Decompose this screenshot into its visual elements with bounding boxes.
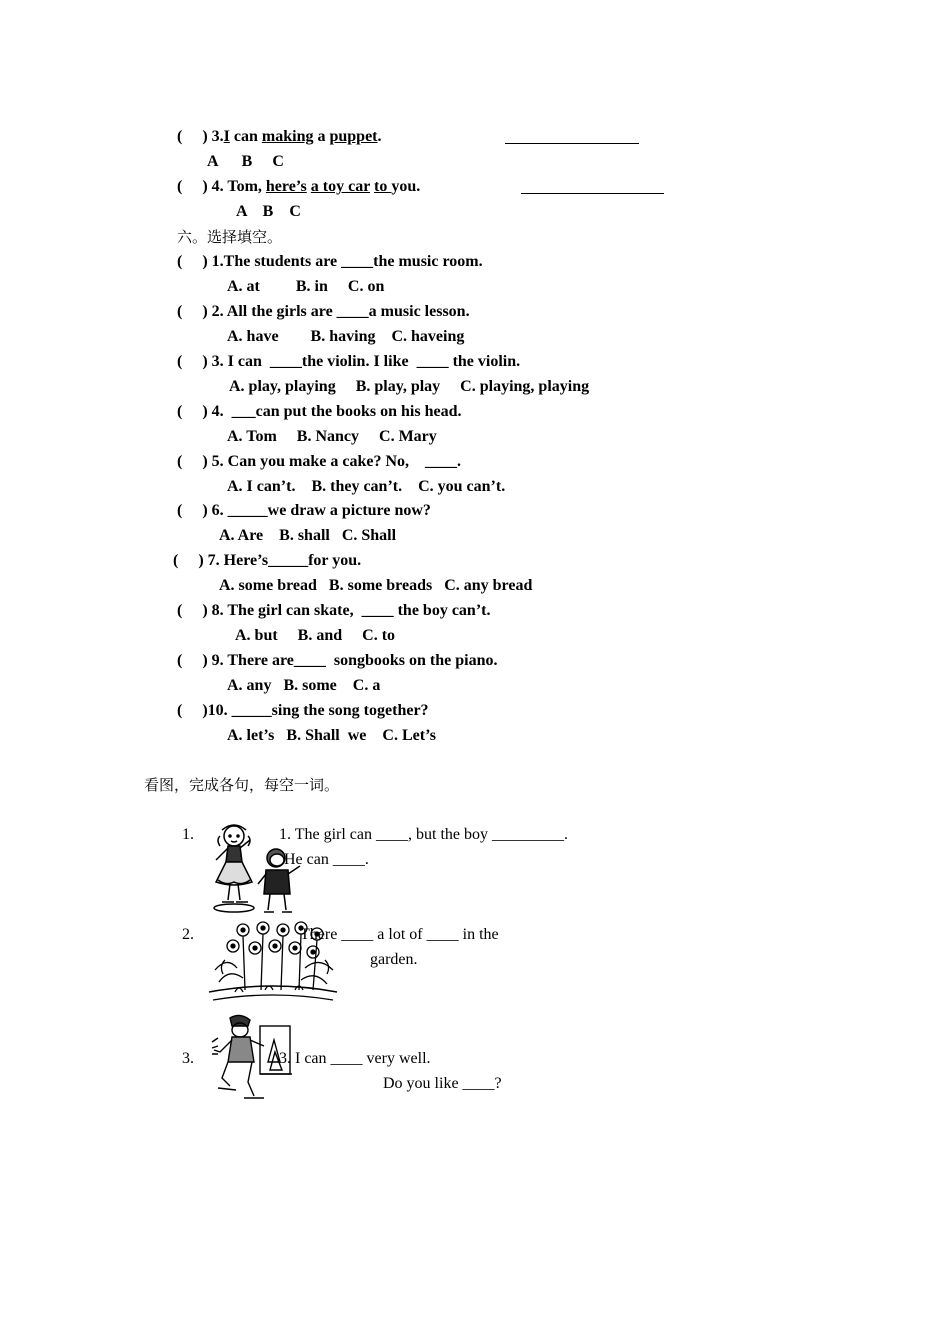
section6-heading: 六。选择填空。 (177, 228, 283, 246)
q5-3-answer-line[interactable] (505, 129, 639, 144)
q5-3-paren: ( ) 3. (177, 128, 224, 145)
q5-3-part-a: I (223, 128, 230, 145)
q6-7-question: ( ) 7. Here’s_____for you. (173, 552, 362, 569)
q5-4-line (177, 177, 420, 197)
q5-3-text: can (229, 128, 262, 145)
q6-8-options: A. but B. and C. to (235, 627, 396, 644)
q6-4-question: ( ) 4. ___can put the books on his head. (177, 403, 462, 420)
q6-3-question: ( ) 3. I can ____the violin. I like ____ the violin. (177, 353, 521, 370)
q5-4-text: you. (391, 178, 421, 195)
q6-6-question: ( ) 6. _____we draw a picture now? (177, 502, 431, 519)
q5-3-text: a (313, 128, 330, 145)
picture-item-line2: He can ____. (284, 851, 369, 868)
q6-3-options: A. play, playing B. play, play C. playing, playing (229, 378, 590, 395)
q6-2-question: ( ) 2. All the girls are ____a music lesson. (177, 303, 470, 320)
section7-heading: 看图，完成各句，每空一词。 (144, 776, 340, 794)
q5-4-letters: A B C (236, 203, 301, 220)
picture-item-line1: 1. The girl can ____, but the boy _________. (279, 826, 568, 843)
q5-4-answer-line[interactable] (521, 179, 664, 194)
q6-6-options: A. Are B. shall C. Shall (219, 527, 397, 544)
q6-5-options: A. I can’t. B. they can’t. C. you can’t. (227, 478, 506, 495)
q6-10-question: ( )10. _____sing the song together? (177, 702, 429, 719)
q6-1-options: A. at B. in C. on (227, 278, 385, 295)
q5-4-part-a: here’s (265, 178, 307, 195)
picture-item-line2: garden. (370, 951, 418, 968)
q5-3-part-c: puppet (329, 128, 378, 145)
q6-10-options: A. let’s B. Shall we C. Let’s (227, 727, 437, 744)
q5-3-letters: A B C (207, 153, 284, 170)
q5-4-paren: ( ) 4. Tom, (177, 178, 266, 195)
q5-4-part-b: a toy car (310, 178, 371, 195)
q6-2-options: A. have B. having C. haveing (227, 328, 465, 345)
picture-item-number: 1. (182, 826, 194, 843)
picture-item-line2: Do you like ____? (383, 1075, 502, 1092)
q6-8-question: ( ) 8. The girl can skate, ____ the boy can’t. (177, 602, 491, 619)
q6-4-options: A. Tom B. Nancy C. Mary (227, 428, 437, 445)
picture-item-line1: 3. I can ____ very well. (279, 1050, 431, 1067)
picture-item-line1: There ____ a lot of ____ in the (300, 926, 499, 943)
q6-9-options: A. any B. some C. a (227, 677, 381, 694)
q6-5-question: ( ) 5. Can you make a cake? No, ____. (177, 453, 461, 470)
q5-3-text: . (377, 128, 382, 145)
q5-4-part-c: to (374, 178, 392, 195)
picture-item-number: 3. (182, 1050, 194, 1067)
picture-item-number: 2. (182, 926, 194, 943)
q5-3-line (177, 127, 382, 147)
q6-7-options: A. some bread B. some breads C. any bread (219, 577, 533, 594)
q6-9-question: ( ) 9. There are____ songbooks on the piano. (177, 652, 498, 669)
q5-3-part-b: making (261, 128, 314, 145)
q6-1-question: ( ) 1.The students are ____the music room. (177, 253, 483, 270)
